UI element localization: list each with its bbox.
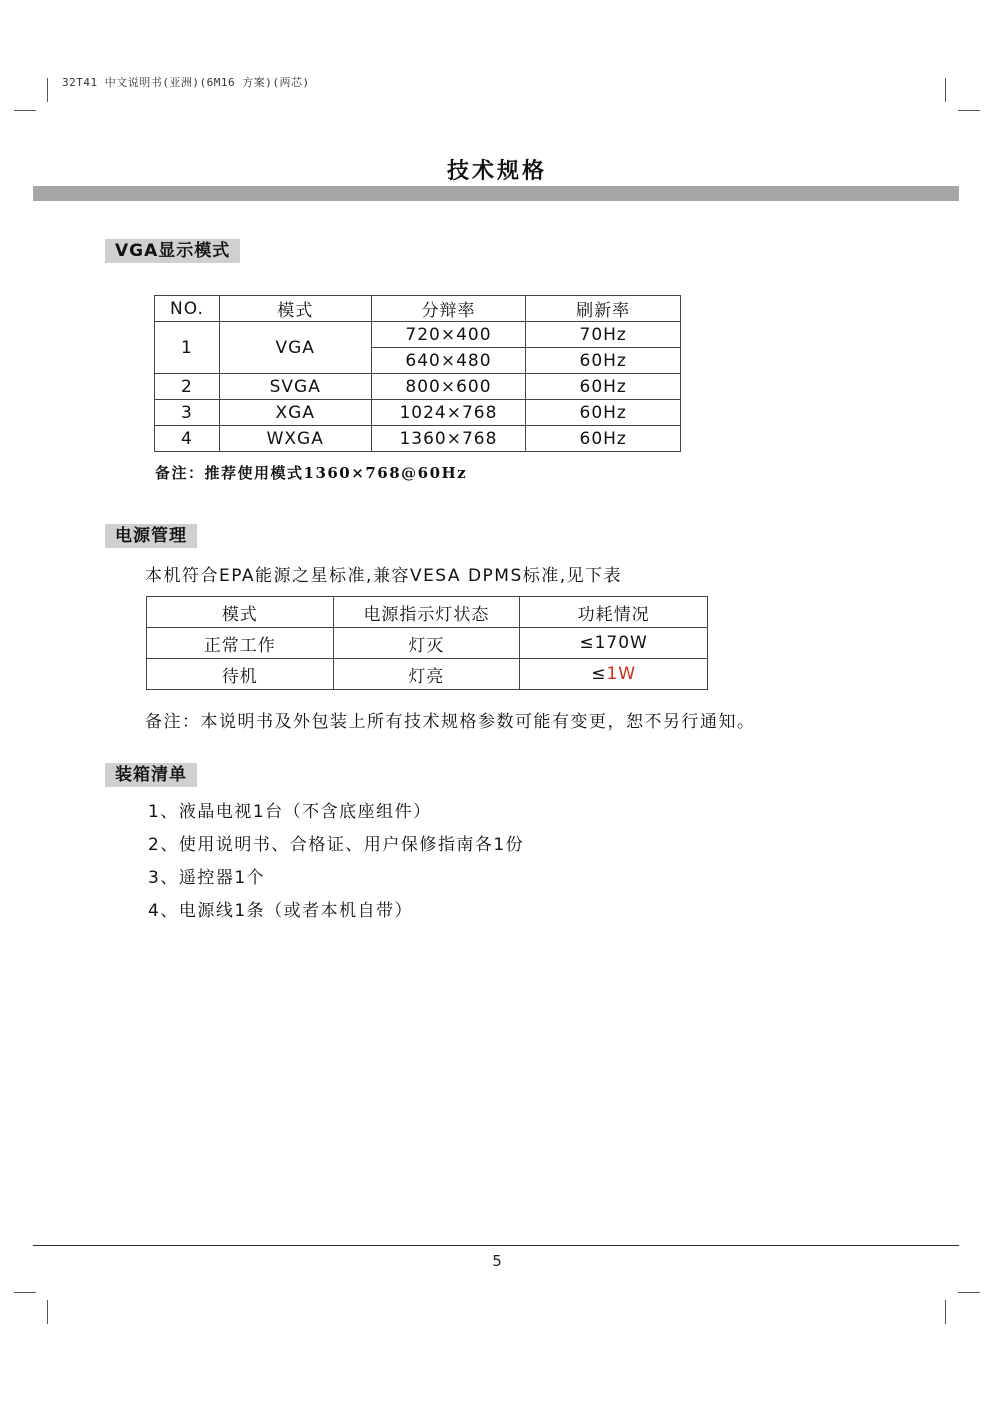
page-title: 技术规格 — [446, 159, 547, 184]
table-row — [155, 374, 681, 400]
packing-section-heading: 装箱清单 — [105, 763, 197, 787]
cell-no: 2 — [155, 374, 220, 400]
le-symbol: ≤ — [579, 633, 595, 653]
cell-indicator: 灯亮 — [333, 659, 520, 690]
cell-mode: 待机 — [147, 659, 334, 690]
power-table — [146, 596, 708, 690]
consumption-value: 170W — [594, 633, 648, 653]
vga-section-heading: VGA显示模式 — [105, 239, 240, 263]
cell-refresh: 60Hz — [526, 348, 681, 374]
cell-no: 3 — [155, 400, 220, 426]
cell-resolution: 800×600 — [371, 374, 526, 400]
cell-resolution: 1024×768 — [371, 400, 526, 426]
cell-mode: SVGA — [219, 374, 371, 400]
power-intro: 本机符合EPA能源之星标准,兼容VESA DPMS标准,见下表 — [145, 566, 623, 586]
cell-mode: 正常工作 — [147, 628, 334, 659]
cell-refresh: 70Hz — [526, 322, 681, 348]
crop-mark-bottom-left-h — [14, 1292, 36, 1293]
cell-refresh: 60Hz — [526, 374, 681, 400]
crop-mark-top-left — [47, 78, 48, 102]
column-header: 模式 — [219, 296, 371, 322]
cell-resolution: 640×480 — [371, 348, 526, 374]
table-row — [155, 400, 681, 426]
table-row — [155, 426, 681, 452]
table-row — [147, 659, 708, 690]
column-header: 电源指示灯状态 — [333, 597, 520, 628]
vga-mode-table — [154, 295, 681, 452]
title-bar — [33, 186, 959, 201]
cell-refresh: 60Hz — [526, 426, 681, 452]
vga-note: 备注：推荐使用模式1360×768@60Hz — [155, 464, 468, 482]
column-header: NO. — [155, 296, 220, 322]
power-note: 备注：本说明书及外包装上所有技术规格参数可能有变更，恕不另行通知。 — [145, 712, 756, 732]
cell-mode: XGA — [219, 400, 371, 426]
cell-refresh: 60Hz — [526, 400, 681, 426]
footer-rule — [33, 1245, 959, 1246]
table-header-row — [155, 296, 681, 322]
table-row — [155, 322, 681, 348]
crop-mark-top-left-h — [14, 110, 36, 111]
table-row — [147, 628, 708, 659]
power-section-heading: 电源管理 — [105, 524, 197, 548]
page-number: 5 — [492, 1252, 502, 1270]
cell-resolution: 720×400 — [371, 322, 526, 348]
list-item: 4、电源线1条（或者本机自带） — [148, 901, 414, 921]
cell-consumption — [520, 659, 708, 690]
crop-mark-bottom-right-h — [958, 1292, 980, 1293]
crop-mark-bottom-left — [47, 1300, 48, 1324]
table-header-row — [147, 597, 708, 628]
crop-mark-top-right-h — [958, 110, 980, 111]
list-item: 3、遥控器1个 — [148, 868, 266, 888]
column-header: 功耗情况 — [520, 597, 708, 628]
cell-no: 1 — [155, 322, 220, 374]
cell-consumption — [520, 628, 708, 659]
cell-no: 4 — [155, 426, 220, 452]
column-header: 分辩率 — [371, 296, 526, 322]
cell-resolution: 1360×768 — [371, 426, 526, 452]
consumption-value-highlight: 1W — [606, 664, 637, 684]
header-doc-id: 32T41 中文说明书(亚洲)(6M16 方案)(两芯) — [62, 76, 310, 89]
crop-mark-top-right — [945, 78, 946, 102]
cell-indicator: 灯灭 — [333, 628, 520, 659]
cell-mode: VGA — [219, 322, 371, 374]
list-item: 2、使用说明书、合格证、用户保修指南各1份 — [148, 835, 525, 855]
le-symbol: ≤ — [591, 664, 607, 684]
crop-mark-bottom-right — [945, 1300, 946, 1324]
column-header: 刷新率 — [526, 296, 681, 322]
list-item: 1、液晶电视1台（不含底座组件） — [148, 802, 432, 822]
column-header: 模式 — [147, 597, 334, 628]
cell-mode: WXGA — [219, 426, 371, 452]
